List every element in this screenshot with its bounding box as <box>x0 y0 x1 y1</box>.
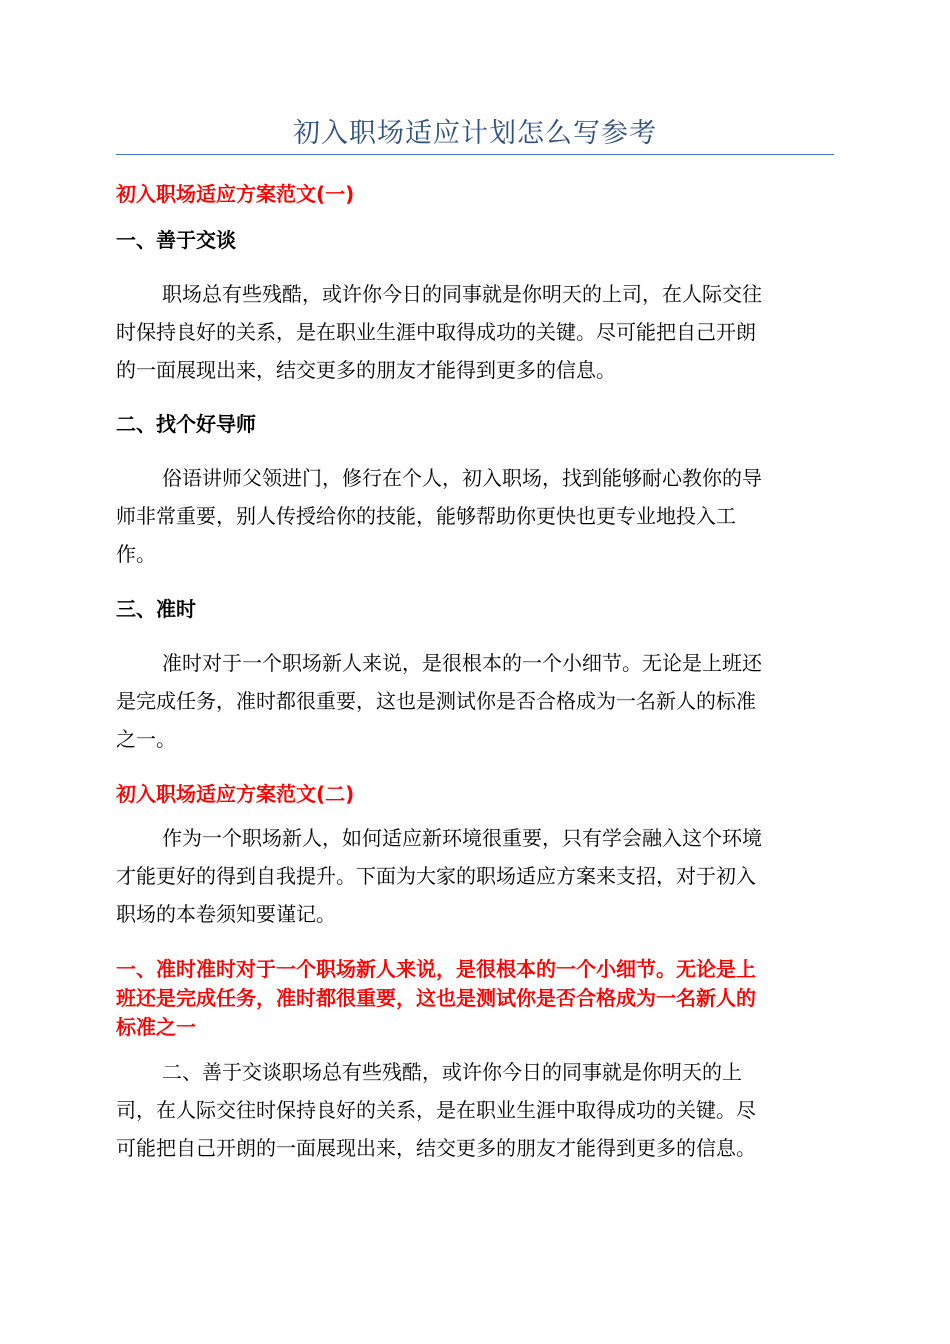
paragraph-line: 可能把自己开朗的一面展现出来，结交更多的朋友才能得到更多的信息。 <box>116 1136 756 1160</box>
paragraph-line: 师非常重要，别人传授给你的技能，能够帮助你更快也更专业地投入工 <box>116 504 736 528</box>
section1-heading: 初入职场适应方案范文(一) <box>116 182 355 206</box>
highlight-line: 班还是完成任务，准时都很重要，这也是测试你是否合格成为一名新人的 <box>116 986 756 1010</box>
highlight-line: 标准之一 <box>116 1015 196 1039</box>
section2-final <box>116 1053 834 1167</box>
paragraph-line: 之一。 <box>116 727 176 751</box>
title-underline <box>116 154 834 155</box>
highlight-line: 一、准时准时对于一个职场新人来说，是很根本的一个小细节。无论是上 <box>116 957 756 981</box>
item3-heading: 三、准时 <box>116 597 196 621</box>
paragraph-line: 司，在人际交往时保持良好的关系，是在职业生涯中取得成功的关键。尽 <box>116 1098 756 1122</box>
section2-highlight <box>116 955 834 1042</box>
document-title: 初入职场适应计划怎么写参考 <box>293 118 657 149</box>
paragraph-line: 准时对于一个职场新人来说，是很根本的一个小细节。无论是上班还 <box>162 651 762 675</box>
paragraph-line: 职场总有些残酷，或许你今日的同事就是你明天的上司，在人际交往 <box>162 282 762 306</box>
paragraph-line: 作。 <box>116 542 156 566</box>
item1-heading: 一、善于交谈 <box>116 228 236 252</box>
paragraph-line: 时保持良好的关系，是在职业生涯中取得成功的关键。尽可能把自己开朗 <box>116 320 756 344</box>
section2-intro <box>116 819 834 933</box>
paragraph-line: 职场的本卷须知要谨记。 <box>116 902 336 926</box>
paragraph-line: 作为一个职场新人，如何适应新环境很重要，只有学会融入这个环境 <box>162 826 762 850</box>
paragraph-line: 的一面展现出来，结交更多的朋友才能得到更多的信息。 <box>116 358 616 382</box>
paragraph-line: 二、善于交谈职场总有些残酷，或许你今日的同事就是你明天的上 <box>162 1060 742 1084</box>
item2-paragraph <box>116 459 834 573</box>
item3-paragraph <box>116 644 834 758</box>
paragraph-line: 是完成任务，准时都很重要，这也是测试你是否合格成为一名新人的标准 <box>116 689 756 713</box>
paragraph-line: 俗语讲师父领进门，修行在个人，初入职场，找到能够耐心教你的导 <box>162 466 762 490</box>
item2-heading: 二、找个好导师 <box>116 412 256 436</box>
section2-heading: 初入职场适应方案范文(二) <box>116 782 355 806</box>
item1-paragraph <box>116 275 834 389</box>
paragraph-line: 才能更好的得到自我提升。下面为大家的职场适应方案来支招，对于初入 <box>116 864 756 888</box>
